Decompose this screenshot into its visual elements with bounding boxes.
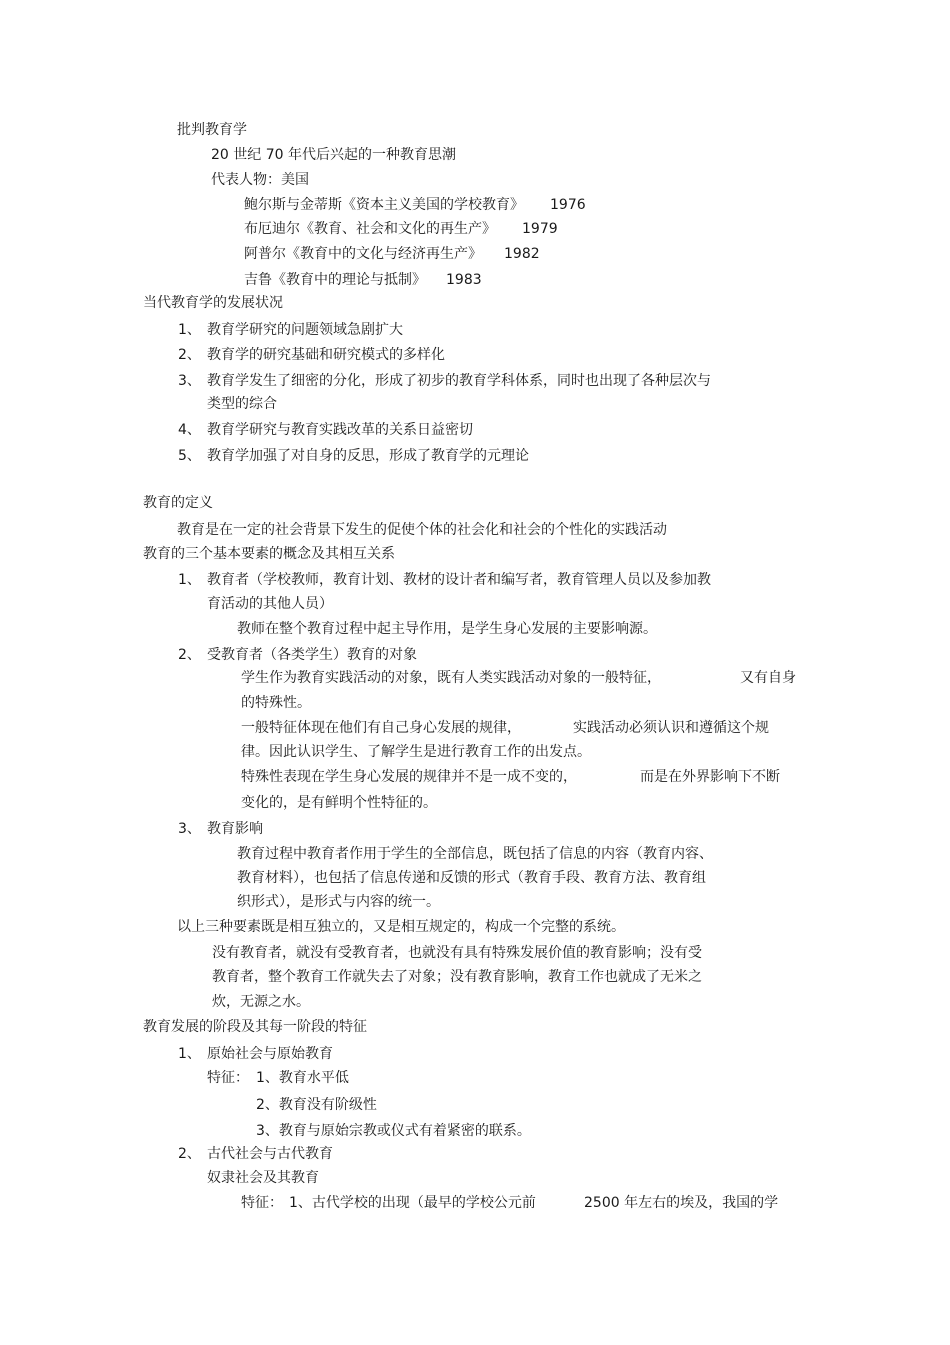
- learner-para1-b: 又有自身: [740, 670, 796, 686]
- list-number: 5、: [178, 448, 201, 464]
- stage-primitive-feature-2: 2、教育没有阶级性: [256, 1097, 377, 1113]
- critical-work-2: [244, 220, 558, 238]
- list-number: 1、: [178, 572, 201, 588]
- list-number: 3、: [178, 373, 201, 389]
- learner-para2-c: 律。因此认识学生、了解学生是进行教育工作的出发点。: [241, 744, 591, 760]
- work-year: 1983: [446, 272, 482, 288]
- critical-work-1: [244, 196, 586, 214]
- critical-work-3: [244, 245, 540, 263]
- list-number: 2、: [178, 1146, 201, 1162]
- learner-para1-c: 的特殊性。: [241, 695, 311, 711]
- stage-ancient-feature-label: 特征：: [241, 1195, 283, 1211]
- influence-line1: 教育过程中教育者作用于学生的全部信息，既包括了信息的内容（教育内容、: [237, 846, 713, 862]
- learner-para1-a: 学生作为教育实践活动的对象，既有人类实践活动对象的一般特征，: [241, 670, 661, 686]
- definition-text: 教育是在一定的社会背景下发生的促使个体的社会化和社会的个性化的实践活动: [177, 522, 667, 538]
- list-number: 4、: [178, 422, 201, 438]
- influence-line3: 织形式），是形式与内容的统一。: [237, 894, 440, 910]
- list-number: 2、: [178, 347, 201, 363]
- influence-line2: 教育材料），也包括了信息传递和反馈的形式（教育手段、教育方法、教育组: [237, 870, 706, 886]
- work-year: 1979: [522, 221, 558, 237]
- elements-summary-line2: 教育者，整个教育工作就失去了对象；没有教育影响，教育工作也就成了无米之: [212, 969, 702, 985]
- critical-origin: 20 世纪 70 年代后兴起的一种教育思潮: [211, 147, 456, 163]
- learner-para2-b: 实践活动必须认识和遵循这个规: [573, 720, 769, 736]
- list-item: 教育学发生了细密的分化，形成了初步的教育学科体系，同时也出现了各种层次与: [207, 373, 711, 389]
- section-heading-contemporary: 当代教育学的发展状况: [143, 295, 283, 311]
- stage-ancient-feature-1b: 2500 年左右的埃及，我国的学: [584, 1195, 779, 1211]
- work-year: 1976: [550, 197, 586, 213]
- element-educator-desc: 教师在整个教育过程中起主导作用，是学生身心发展的主要影响源。: [237, 621, 657, 637]
- stage-ancient-title: 古代社会与古代教育: [207, 1146, 333, 1162]
- learner-para3-c: 变化的，是有鲜明个性特征的。: [241, 795, 437, 811]
- list-item-continuation: 类型的综合: [207, 396, 277, 412]
- section-title-critical-pedagogy: 批判教育学: [177, 122, 247, 138]
- list-item: 教育学研究的问题领域急剧扩大: [207, 322, 403, 338]
- work-title: 阿普尔《教育中的文化与经济再生产》: [244, 246, 482, 262]
- critical-representatives: 代表人物：美国: [211, 172, 309, 188]
- work-title: 布厄迪尔《教育、社会和文化的再生产》: [244, 221, 496, 237]
- list-item: 教育学加强了对自身的反思，形成了教育学的元理论: [207, 448, 529, 464]
- section-heading-stages: 教育发展的阶段及其每一阶段的特征: [143, 1019, 367, 1035]
- list-number: 1、: [178, 1046, 201, 1062]
- work-year: 1982: [504, 246, 540, 262]
- list-number: 3、: [178, 821, 201, 837]
- section-heading-elements: 教育的三个基本要素的概念及其相互关系: [143, 546, 395, 562]
- learner-para3-b: 而是在外界影响下不断: [640, 769, 780, 785]
- element-influence-title: 教育影响: [207, 821, 263, 837]
- section-heading-definition: 教育的定义: [143, 495, 213, 511]
- elements-summary-line1: 没有教育者，就没有受教育者，也就没有具有特殊发展价值的教育影响；没有受: [212, 945, 702, 961]
- stage-primitive-title: 原始社会与原始教育: [207, 1046, 333, 1062]
- work-title: 吉鲁《教育中的理论与抵制》: [244, 272, 426, 288]
- elements-summary-line3: 炊，无源之水。: [212, 994, 310, 1010]
- work-title: 鲍尔斯与金蒂斯《资本主义美国的学校教育》: [244, 197, 524, 213]
- element-educator-line1: 教育者（学校教师，教育计划、教材的设计者和编写者，教育管理人员以及参加教: [207, 572, 711, 588]
- stage-ancient-feature-1a: 1、古代学校的出现（最早的学校公元前: [289, 1195, 536, 1211]
- stage-primitive-feature-1: 1、教育水平低: [256, 1070, 349, 1086]
- learner-para2-a: 一般特征体现在他们有自己身心发展的规律，: [241, 720, 521, 736]
- critical-work-4: [244, 271, 482, 289]
- list-number: 1、: [178, 322, 201, 338]
- list-item: 教育学研究与教育实践改革的关系日益密切: [207, 422, 473, 438]
- list-item: 教育学的研究基础和研究模式的多样化: [207, 347, 445, 363]
- elements-summary: 以上三种要素既是相互独立的，又是相互规定的，构成一个完整的系统。: [177, 919, 625, 935]
- learner-para3-a: 特殊性表现在学生身心发展的规律并不是一成不变的，: [241, 769, 577, 785]
- element-educator-line2: 育活动的其他人员）: [207, 596, 333, 612]
- stage-primitive-feature-3: 3、教育与原始宗教或仪式有着紧密的联系。: [256, 1123, 531, 1139]
- list-number: 2、: [178, 647, 201, 663]
- element-learner-title: 受教育者（各类学生）教育的对象: [207, 647, 417, 663]
- stage-ancient-subtitle: 奴隶社会及其教育: [207, 1170, 319, 1186]
- stage-primitive-feature-label: 特征：: [207, 1070, 249, 1086]
